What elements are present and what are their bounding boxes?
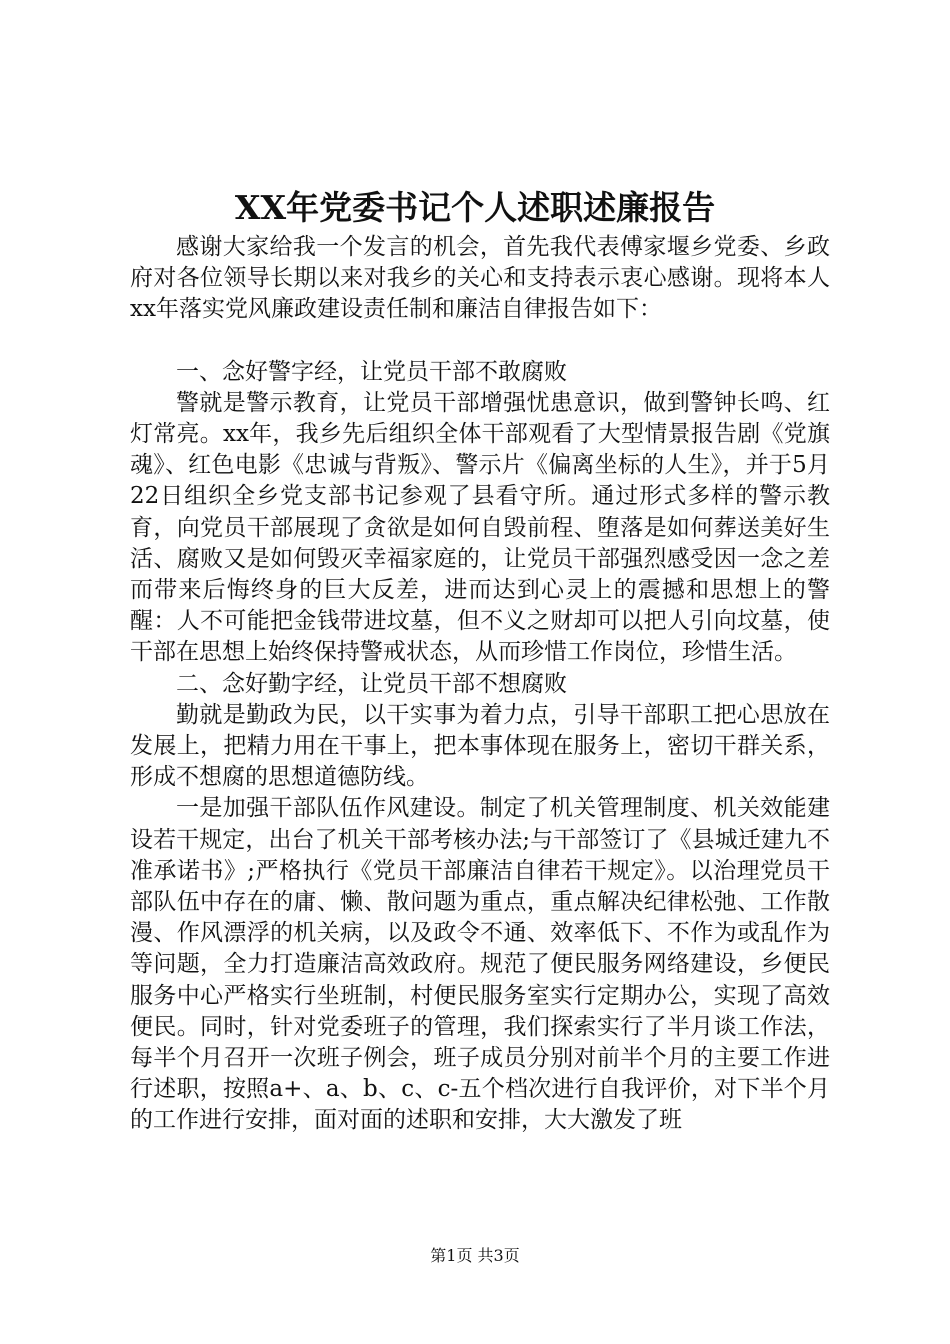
paragraph-intro: 感谢大家给我一个发言的机会，首先我代表傅家堰乡党委、乡政府对各位领导长期以来对我乡的关心和支持表示衷心感谢。现将本人xx年落实党风廉政建设责任制和廉洁自律报告如下： (130, 234, 830, 323)
paragraph-section-1: 警就是警示教育，让党员干部增强忧患意识，做到警钟长鸣、红灯常亮。xx年，我乡先后组织全体干部观看了大型情景报告剧《党旗魂》、红色电影《忠诚与背叛》、警示片《偏离坐标的人生》，并于5月22日组织全乡党支部书记参观了县看守所。通过形式多样的警示教育，向党员干部展现了贪欲是如何自毁前程、堕落是如何葬送美好生活、腐败又是如何毁灭幸福家庭的，让党员干部强烈感受因一念之差而带来后悔终身的巨大反差，进而达到心灵上的震撼和思想上的警醒：人不可能把金钱带进坟墓，但不义之财却可以把人引向坟墓，使干部在思想上始终保持警戒状态，从而珍惜工作岗位，珍惜生活。 (130, 389, 830, 666)
section-heading-1: 一、念好警字经，让党员干部不敢腐败 (176, 358, 567, 385)
page-footer: 第1页 共3页 (430, 1246, 520, 1265)
paragraph-section-2-point-1: 一是加强干部队伍作风建设。制定了机关管理制度、机关效能建设若干规定，出台了机关干部考核办法;与干部签订了《县城迁建九不准承诺书》;严格执行《党员干部廉洁自律若干规定》。以治理党员干部队伍中存在的庸、懒、散问题为重点，重点解决纪律松弛、工作散漫、作风漂浮的机关病，以及政令不通、效率低下、不作为或乱作为等问题，全力打造廉洁高效政府。规范了便民服务网络建设，乡便民服务中心严格实行坐班制，村便民服务室实行定期办公，实现了高效便民。同时，针对党委班子的管理，我们探索实行了半月谈工作法，每半个月召开一次班子例会，班子成员分别对前半个月的主要工作进行述职，按照a+、a、b、c、c-五个档次进行自我评价，对下半个月的工作进行安排，面对面的述职和安排，大大激发了班 (130, 795, 830, 1134)
document-title: XX年党委书记个人述职述廉报告 (234, 188, 716, 227)
section-heading-2: 二、念好勤字经，让党员干部不想腐败 (176, 670, 567, 697)
document-body (130, 232, 830, 1137)
paragraph-section-2: 勤就是勤政为民，以干实事为着力点，引导干部职工把心思放在发展上，把精力用在干事上，把本事体现在服务上，密切干群关系，形成不想腐的思想道德防线。 (130, 701, 830, 791)
